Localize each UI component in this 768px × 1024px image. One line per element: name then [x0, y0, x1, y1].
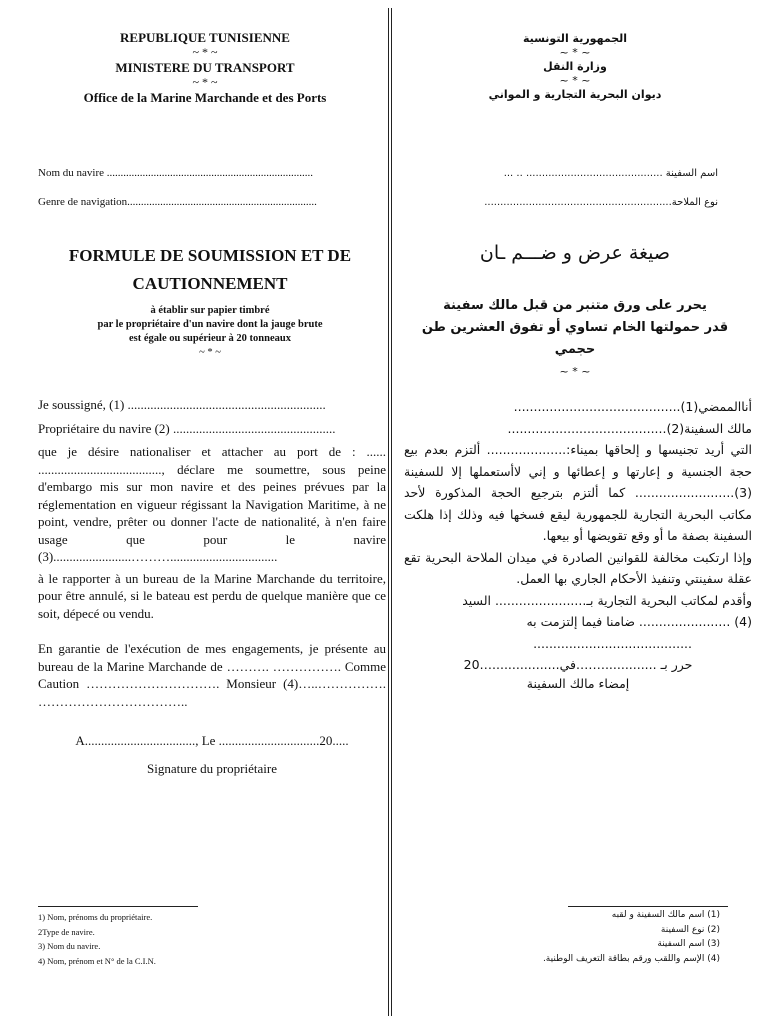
- field-date-lieu-ar[interactable]: حرر بـ .............…….في.................…20: [463, 657, 693, 672]
- paragraph-damin: وأقدم لمكاتب البحرية التجارية بـ....................... السيد: [462, 592, 752, 608]
- field-nom-navire[interactable]: Nom du navire ...........................................................................: [38, 167, 313, 179]
- field-genre-navigation[interactable]: Genre de navigation.....................................................................: [38, 196, 317, 208]
- paragraph-rapporter: à le rapporter à un bureau de la Marine Marchande du territoire, pour être annulé, si le bateau est perdu de quelque manière que ce soit, dépecé ou vendu.: [38, 570, 386, 621]
- subtitle-line: est égale ou supérieur à 20 tonneaux: [129, 333, 291, 344]
- header-office: Office de la Marine Marchande et des Ports: [83, 90, 327, 105]
- header-republique-ar: الجمهورية التونسية: [522, 32, 628, 45]
- paragraph-tajnis: التي أريد تجنيسها و إلحاقها بميناء:.................... ألتزم بعدم بيع حجة الجنسية و إعارتها و إعطائها و إني لاأستعملها إلا للسفينة (3)......................... كما ألتزم بترجيع الحجة المذكورة لأحد مكاتب البحرية التجارية للجمهورية ليقع فسخها فيه وذلك إذا هلكت السفينة بصفة ما أو وقع تقويضها أو بيعها.: [404, 442, 752, 543]
- field-mumdi[interactable]: أناالممضي(1)..........................................: [513, 399, 752, 414]
- header-office-ar: ديوان البحرية التجارية و المواني: [488, 88, 662, 101]
- header-separator: ~ * ~: [192, 45, 218, 59]
- right-body: [404, 396, 752, 692]
- paragraph-damin-2: (4) ....................... ضامنا فيما إلتزمت به: [526, 614, 752, 629]
- form-subtitle-ar: [400, 295, 750, 383]
- column-divider: [388, 8, 392, 1016]
- subtitle-separator: ~ * ~: [559, 365, 591, 378]
- footnote-item: 1) Nom, prénoms du propriétaire.: [38, 912, 153, 922]
- footnote-rule: [38, 906, 198, 907]
- form-title: [40, 242, 380, 298]
- subtitle-line-ar: يحرر على ورق متنبر من قبل مالك سفينة: [443, 298, 707, 313]
- form-title-line1: FORMULE DE SOUMISSION ET DE: [68, 246, 352, 265]
- subtitle-separator: ~ * ~: [199, 347, 221, 358]
- subtitle-line-ar: قدر حمولتها الخام تساوي أو تفوق العشرين طن حجمي: [421, 320, 729, 357]
- field-soussigne[interactable]: Je soussigné, (1) .............................................................: [38, 397, 326, 412]
- header-republique: REPUBLIQUE TUNISIENNE: [120, 30, 290, 45]
- paragraph-nationaliser: que je désire nationaliser et attacher au port de : ...... ......................................, déclare me soumettre, sous peine d'embargo mis sur mon navire et des peines prévues par la réglementation en vigueur régissant la Navigation Maritime, à ne point, vendre, prêter ou donner l'acte de nationalité, à n'en faire usage que pour le navire (3)........................……….................................: [38, 444, 386, 564]
- subtitle-line: par le propriétaire d'un navire dont la jauge brute: [97, 319, 323, 330]
- form-subtitle: [40, 304, 380, 360]
- field-date-lieu[interactable]: A.................................., Le ...............................20.....: [75, 733, 349, 748]
- signature-label-ar: إمضاء مالك السفينة: [526, 675, 630, 691]
- paragraph-damin-3: ........................................: [533, 635, 692, 651]
- header-separator: ~ * ~: [559, 74, 591, 87]
- footnote-item-ar: (3) اسم السفينة: [657, 939, 720, 949]
- footnote-item-ar: (4) الإسم واللقب ورقم بطاقة التعريف الوطنية.: [542, 953, 720, 964]
- paragraph-garantie: En garantie de l'exécution de mes engagements, je présente au bureau de la Marine Marchande de ………. ……………. Comme Caution …………………………. Monsieur (4)…..……………. ……………………………..: [38, 641, 386, 709]
- header-ministere: MINISTERE DU TRANSPORT: [115, 60, 295, 75]
- footnote-rule-ar: [568, 906, 728, 907]
- field-malik-safina[interactable]: مالك السفينة(2)........................................: [507, 420, 752, 436]
- footnote-item-ar: (2) نوع السفينة: [660, 924, 720, 935]
- left-footnotes: [38, 910, 156, 968]
- subtitle-line: à établir sur papier timbré: [150, 305, 270, 316]
- right-footnotes: [520, 908, 720, 966]
- footnote-item: 4) Nom, prénom et N° de la C.I.N.: [38, 955, 156, 966]
- footnote-item: 2Type de navire.: [38, 926, 95, 937]
- field-naw-milaha[interactable]: نوع الملاحة...........................................................: [484, 197, 718, 208]
- field-ism-safina[interactable]: اسم السفينة ........................................... .. ...: [503, 168, 718, 179]
- form-title-ar: صيغة عرض و ضـــم ـان: [479, 242, 671, 264]
- form-title-line2: CAUTIONNEMENT: [132, 274, 288, 293]
- footnote-item-ar: (1) اسم مالك السفينة و لقبه: [611, 910, 720, 920]
- paragraph-mukhalafa: وإذا ارتكبت مخالفة للقوانين الصادرة في ميدان الملاحة البحرية تقع عقلة سفينتي وتنفيذ الأحكام الجاري بها العمل.: [404, 549, 752, 586]
- header-separator: ~ * ~: [192, 75, 218, 89]
- header-separator: ~ * ~: [559, 46, 591, 59]
- signature-label: Signature du propriétaire: [147, 760, 277, 776]
- right-header: [410, 32, 740, 102]
- left-body: [38, 396, 386, 777]
- field-proprietaire[interactable]: Propriétaire du navire (2) ..................................................: [38, 420, 336, 436]
- footnote-item: 3) Nom du navire.: [38, 941, 101, 951]
- header-ministere-ar: وزارة النقل: [543, 60, 607, 73]
- left-header: [30, 30, 380, 105]
